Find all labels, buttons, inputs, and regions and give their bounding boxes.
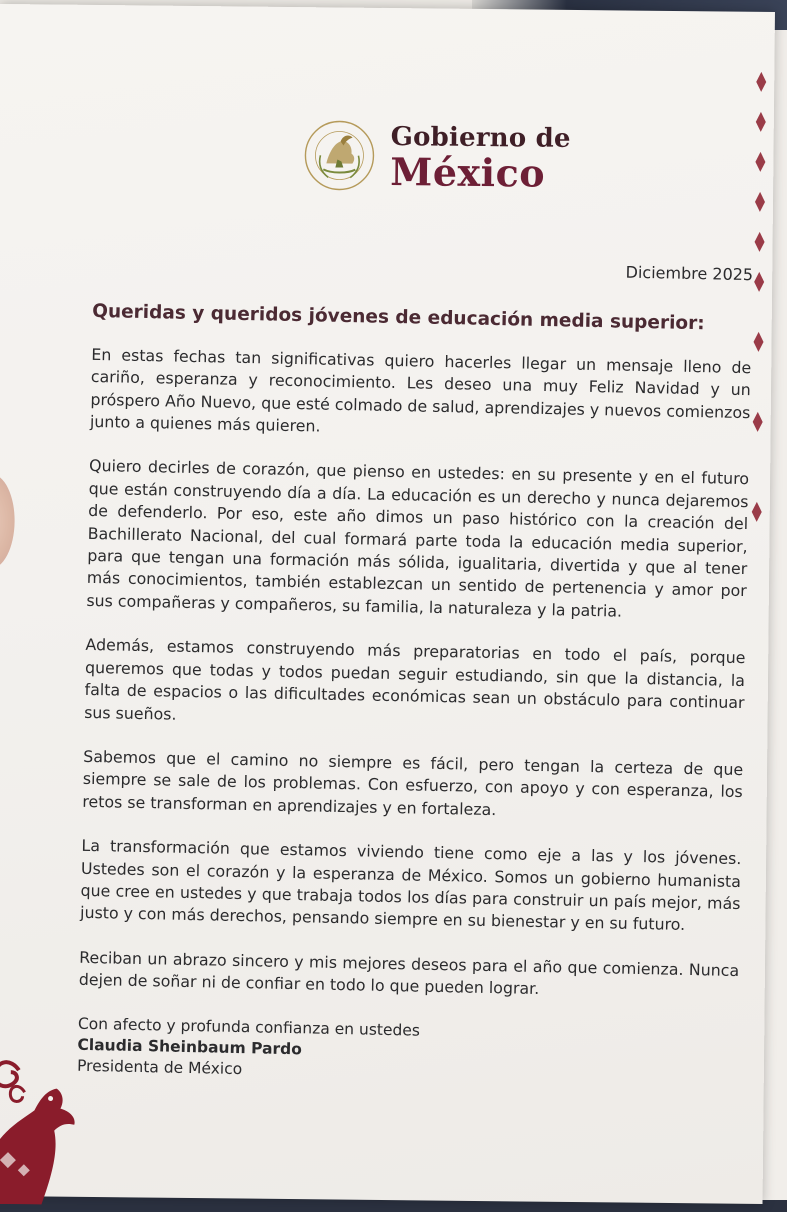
signature-block bbox=[77, 1013, 738, 1089]
mexican-coat-of-arms-icon bbox=[296, 115, 383, 196]
finger-thumb bbox=[0, 474, 15, 569]
letterhead bbox=[296, 115, 571, 198]
signer-name: Claudia Sheinbaum Pardo bbox=[77, 1035, 303, 1058]
paragraph: Además, estamos construyendo más preparatorias en todo el país, porque queremos que todas y todos puedan seguir estudiando, sin que la distancia, la falta de espacios o las dificultades económicas sean un obstáculo para continuar sus sueños. bbox=[83, 635, 746, 724]
paragraph: Quiero decirles de corazón, que pienso en ustedes: en su presente y en el futuro que están construyendo día a día. La educación es un derecho y nunca dejaremos de defenderlo. Por eso, este año dimos un paso histórico con la creación del Bachillerato Nacional, del cual formará parte toda la educación media superior, para que tengan una formación más sólida, igualitaria, divertida y que al tener más conocimientos, también establezcan un sentido de pertenencia y amor por sus compañeras y compañeros, su familia, la naturaleza y la patria. bbox=[86, 456, 750, 621]
letter-body bbox=[77, 251, 753, 1090]
paragraph: Sabemos que el camino no siempre es fácil, pero tengan la certeza de que siempre se sale de los problemas. Con esfuerzo, con apoyo y con esperanza, los retos se transforman en aprendizajes y en fortaleza. bbox=[82, 746, 744, 819]
rooster-ornament-icon bbox=[0, 1052, 85, 1205]
letter-greeting: Queridas y queridos jóvenes de educación media superior: bbox=[92, 301, 705, 335]
letter-sheet bbox=[0, 4, 775, 1204]
side-ornament-border bbox=[743, 72, 769, 1172]
brand-line-mexico: México bbox=[390, 149, 546, 196]
paragraph: La transformación que estamos viviendo tiene como eje a las y los jóvenes. Ustedes son el corazón y la esperanza de México. Somos un gobierno humanista que cree en ustedes y que trabaja todos los días para construir un país mejor, más justo y con más derechos, pensando siempre en su bienestar y en su futuro. bbox=[79, 835, 742, 935]
letter-date: Diciembre 2025 bbox=[625, 262, 754, 285]
paragraph: Reciban un abrazo sincero y mis mejores deseos para el año que comienza. Nunca dejen de soñar ni de confiar en todo lo que pueden lograr. bbox=[78, 947, 740, 999]
closing-line: Con afecto y profunda confianza en ustedes bbox=[77, 1014, 421, 1040]
brand-line-gobierno: Gobierno de bbox=[390, 122, 571, 154]
paragraph: En estas fechas tan significativas quiero hacerles llegar un mensaje lleno de cariño, esperanza y reconocimiento. Les deseo una muy Feliz Navidad y un próspero Año Nuevo, que esté colmado de salud, aprendizajes y nuevos comienzos junto a quienes más quieren. bbox=[89, 344, 752, 436]
signer-title: Presidenta de México bbox=[76, 1056, 243, 1078]
